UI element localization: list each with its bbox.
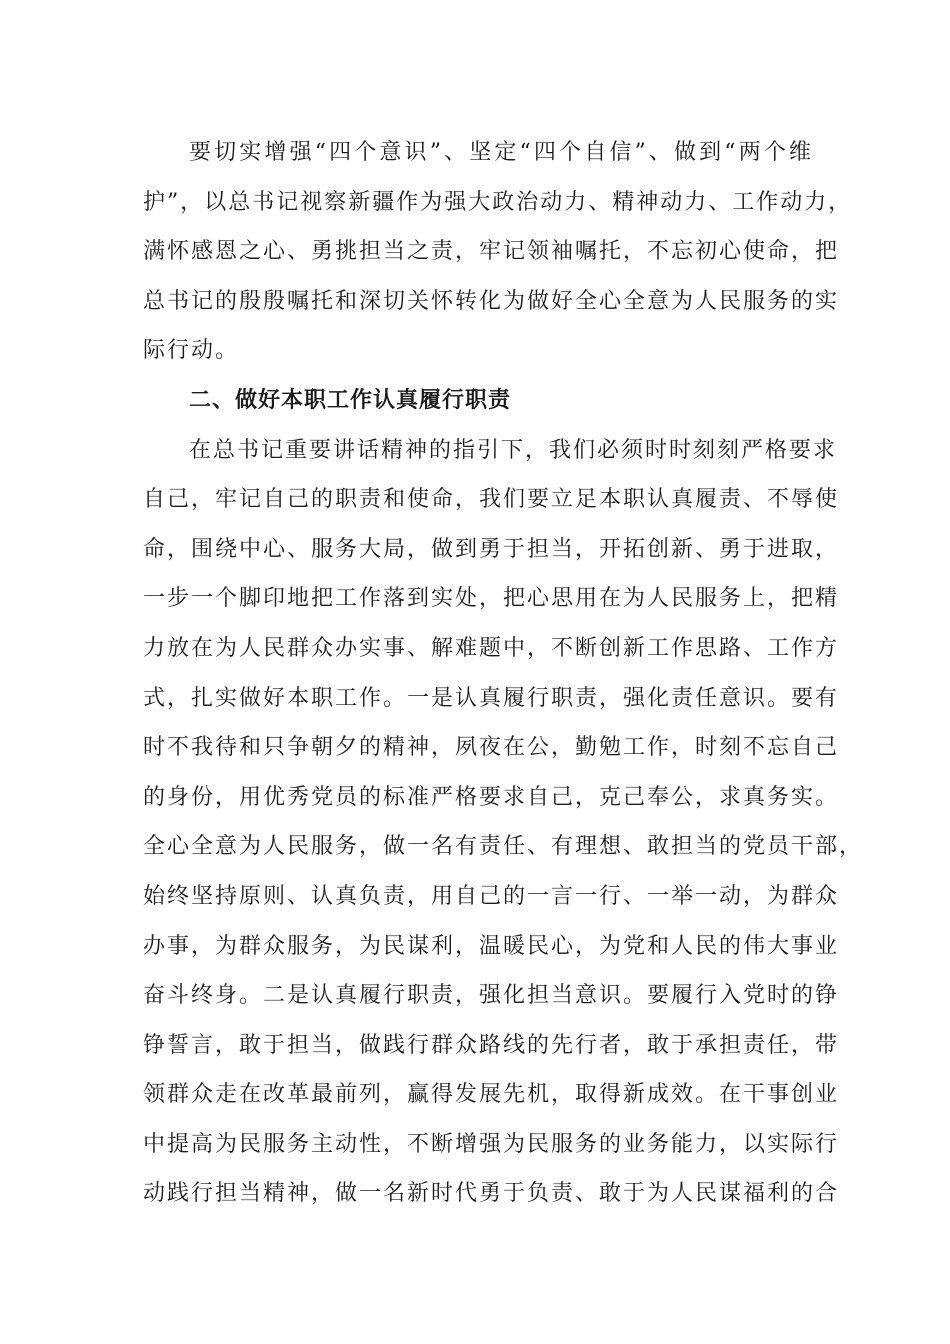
text-line: 全心全意为人民服务，做一名有责任、有理想、敢担当的党员干部， bbox=[143, 834, 864, 860]
text-line: 办事，为群众服务，为民谋利，温暖民心，为党和人民的伟大事业 bbox=[143, 933, 840, 959]
text-line: 的身份，用优秀党员的标准严格要求自己，克己奉公，求真务实。 bbox=[143, 784, 840, 810]
text-line: 奋斗终身。二是认真履行职责，强化担当意识。要履行入党时的铮 bbox=[143, 983, 840, 1009]
text-line: 一步一个脚印地把工作落到实处，把心思用在为人民服务上，把精 bbox=[143, 586, 840, 612]
text-line: 总书记的殷殷嘱托和深切关怀转化为做好全心全意为人民服务的实 bbox=[143, 288, 840, 314]
text-line: 满怀感恩之心、勇挑担当之责，牢记领袖嘱托，不忘初心使命，把 bbox=[143, 239, 840, 265]
section-heading: 二、做好本职工作认真履行职责 bbox=[189, 387, 512, 413]
text-line: 命，围绕中心、服务大局，做到勇于担当，开拓创新、勇于进取， bbox=[143, 536, 840, 562]
text-line: 始终坚持原则、认真负责，用自己的一言一行、一举一动，为群众 bbox=[143, 883, 840, 909]
text-line: 力放在为人民群众办实事、解难题中，不断创新工作思路、工作方 bbox=[143, 635, 840, 661]
text-line: 时不我待和只争朝夕的精神，夙夜在公，勤勉工作，时刻不忘自己 bbox=[143, 735, 840, 761]
text-line: 要切实增强“四个意识”、坚定“四个自信”、做到“两个维 bbox=[189, 140, 813, 165]
text-line: 铮誓言，敢于担当，做践行群众路线的先行者，敢于承担责任，带 bbox=[143, 1032, 840, 1058]
text-line: 际行动。 bbox=[143, 338, 240, 364]
text-line: 领群众走在改革最前列，赢得发展先机，取得新成效。在干事创业 bbox=[143, 1082, 840, 1108]
text-line: 式，扎实做好本职工作。一是认真履行职责，强化责任意识。要有 bbox=[143, 685, 840, 711]
text-line: 自己，牢记自己的职责和使命，我们要立足本职认真履责、不辱使 bbox=[143, 487, 840, 513]
text-line: 中提高为民服务主动性，不断增强为民服务的业务能力，以实际行 bbox=[143, 1131, 840, 1157]
text-line: 动践行担当精神，做一名新时代勇于负责、敢于为人民谋福利的合 bbox=[143, 1181, 840, 1207]
document-body bbox=[143, 128, 864, 1219]
text-line: 在总书记重要讲话精神的指引下，我们必须时时刻刻严格要求 bbox=[189, 437, 838, 463]
text-line: 护”，以总书记视察新疆作为强大政治动力、精神动力、工作动力， bbox=[143, 189, 853, 215]
